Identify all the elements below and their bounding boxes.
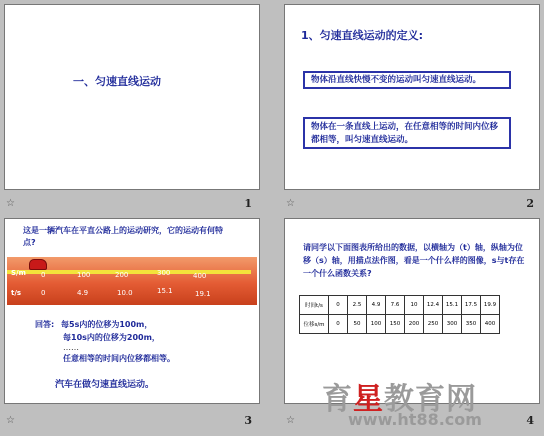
slide-number: 1 [244,196,252,210]
answer-line [35,319,152,330]
table-cell: 4.9 [367,296,386,315]
table-row [300,296,500,315]
t-value: 4.9 [77,289,89,297]
star-icon: ☆ [286,197,295,209]
slide-number: 2 [526,196,534,210]
slide-number: 4 [526,413,534,427]
table-cell: 2.5 [348,296,367,315]
slide-3-conclusion: 汽车在做匀速直线运动。 [55,380,155,390]
slide-4-question: 请同学以下面图表所给出的数据，以横轴为（t）轴，纵轴为位移（s）轴，用描点法作图，看是一个什么样的图像，s与t存在一个什么函数关系? [303,243,525,278]
s-value: 300 [157,269,171,277]
s-value: 400 [193,272,207,280]
slide-number: 3 [244,413,252,427]
answer-text: 每5s内的位移为100m， [61,320,153,329]
table-cell: 300 [443,315,462,334]
table-cell: 0 [329,315,348,334]
table-cell: 10 [405,296,424,315]
table-cell: 17.5 [462,296,481,315]
s-value: 200 [115,271,129,279]
car-icon [29,259,47,270]
answer-line: 每10s内的位移为200m， [63,333,160,342]
t-axis-label: t/s [11,289,22,297]
answer-line: 任意相等的时间内位移都相等。 [63,354,175,363]
table-cell: 7.6 [386,296,405,315]
slide-2-title: 1、匀速直线运动的定义: [301,29,424,42]
table-cell: 200 [405,315,424,334]
watermark-part: 教育网 [384,382,477,417]
table-cell: 350 [462,315,481,334]
t-value: 15.1 [157,287,173,295]
slide-1[interactable] [4,4,260,190]
t-value: 19.1 [195,290,211,298]
t-value: 10.0 [117,289,133,297]
table-row [300,315,500,334]
star-icon: ☆ [6,197,15,209]
table-cell: 50 [348,315,367,334]
watermark-url: www.ht88.com [348,410,482,429]
s-value: 100 [77,271,91,279]
s-axis-label: S/m [11,269,26,277]
definition-box-1: 物体沿直线快慢不变的运动叫匀速直线运动。 [303,71,511,89]
table-cell: 位移s/m [300,315,329,334]
slide-2-footer [286,196,534,210]
slide-2[interactable] [284,4,540,190]
table-cell: 250 [424,315,443,334]
table-cell: 0 [329,296,348,315]
answer-prefix: 回答: [35,320,55,329]
road-illustration [7,257,257,305]
definition-box-2: 物体在一条直线上运动，在任意相等的时间内位移都相等，叫匀速直线运动。 [303,117,511,149]
t-value: 0 [41,289,46,297]
table-cell: 19.9 [481,296,500,315]
slide-3-question: 这是一辆汽车在平直公路上的运动研究，它的运动有何特点? [23,226,223,247]
star-icon: ☆ [6,414,15,426]
watermark-part: 育 [322,382,353,417]
slide-3[interactable] [4,218,260,404]
watermark-part-red: 星 [353,382,384,417]
table-cell: 100 [367,315,386,334]
answer-ellipsis: …… [63,343,79,352]
slide-1-title: 一、匀速直线运动 [73,75,161,88]
s-value: 0 [41,271,46,279]
star-icon: ☆ [286,414,295,426]
slide-1-footer [6,196,252,210]
table-cell: 12.4 [424,296,443,315]
data-table [299,295,500,334]
table-cell: 15.1 [443,296,462,315]
slide-3-footer [6,413,252,427]
table-cell: 时间t/s [300,296,329,315]
table-cell: 400 [481,315,500,334]
table-cell: 150 [386,315,405,334]
